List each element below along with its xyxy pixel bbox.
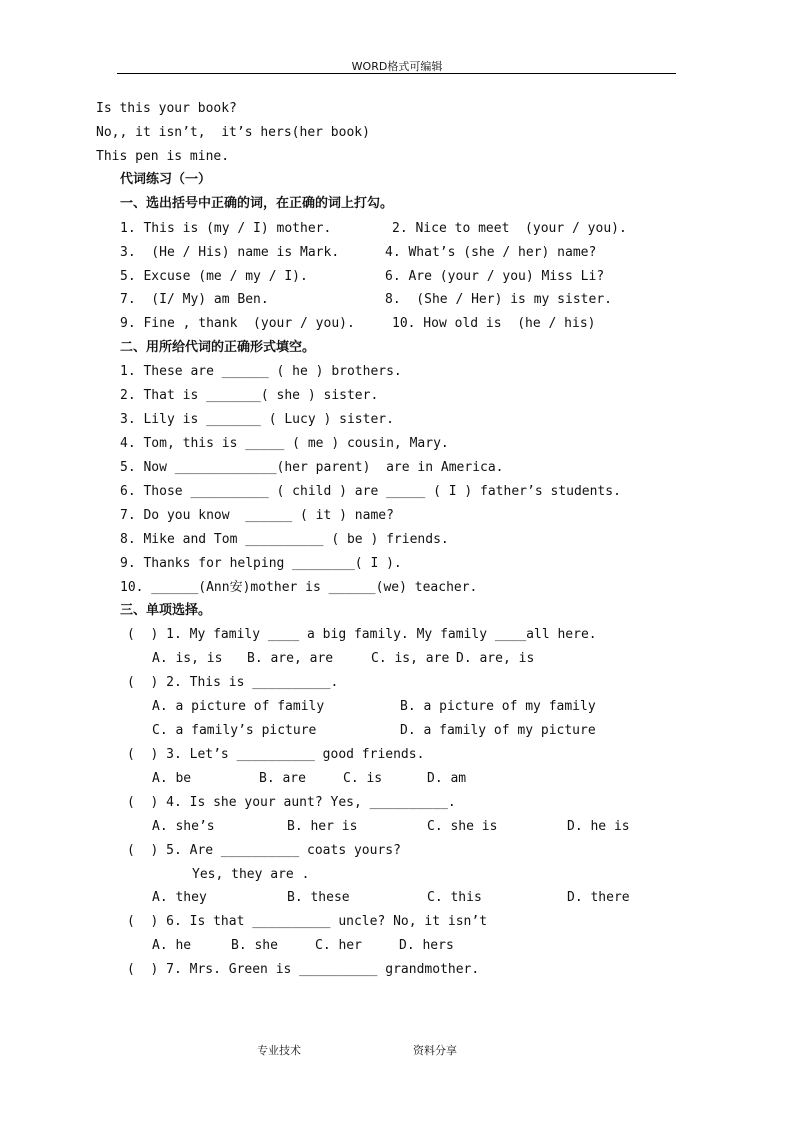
header-rule <box>117 73 676 74</box>
mc-option: C. is <box>343 771 383 786</box>
mc-option: A. they <box>152 890 207 905</box>
s1-item: 6. Are (your / you) Miss Li? <box>385 269 605 284</box>
mc-question: ( ) 3. Let’s __________ good friends. <box>127 747 425 762</box>
mc-question: ( ) 1. My family ____ a big family. My family ____all here. <box>127 627 597 642</box>
mc-subline: Yes, they are . <box>192 867 310 882</box>
s1-item: 5. Excuse (me / my / I). <box>120 269 308 284</box>
intro-line: Is this your book? <box>96 101 237 116</box>
mc-option: B. she <box>231 938 278 953</box>
mc-option: B. these <box>287 890 350 905</box>
mc-option: C. her <box>315 938 362 953</box>
s2-item: 10. ______(Ann安)mother is ______(we) teacher. <box>120 580 478 595</box>
section2-heading: 二、用所给代词的正确形式填空。 <box>120 340 316 355</box>
mc-option: C. she is <box>427 819 498 834</box>
s2-item: 8. Mike and Tom __________ ( be ) friends. <box>120 532 449 547</box>
footer-right: 资料分享 <box>413 1044 457 1057</box>
s2-item: 1. These are ______ ( he ) brothers. <box>120 364 402 379</box>
mc-option: A. a picture of family <box>152 699 325 714</box>
mc-option: C. is, are <box>371 651 450 666</box>
mc-option: D. hers <box>399 938 454 953</box>
mc-option: D. a family of my picture <box>400 723 596 738</box>
mc-option: D. are, is <box>456 651 535 666</box>
s2-item: 5. Now _____________(her parent) are in America. <box>120 460 504 475</box>
s1-item: 7. (I/ My) am Ben. <box>120 292 269 307</box>
mc-option: B. are <box>259 771 306 786</box>
mc-option: B. a picture of my family <box>400 699 596 714</box>
mc-option: C. this <box>427 890 482 905</box>
mc-option: A. is, is <box>152 651 223 666</box>
s1-item: 10. How old is (he / his) <box>392 316 596 331</box>
mc-option: B. are, are <box>247 651 334 666</box>
worksheet-title: 代词练习（一） <box>120 172 212 187</box>
section3-heading: 三、单项选择。 <box>120 603 212 618</box>
mc-option: A. she’s <box>152 819 215 834</box>
mc-option: D. am <box>427 771 467 786</box>
s2-item: 2. That is _______( she ) sister. <box>120 388 379 403</box>
section1-heading: 一、选出括号中正确的词，在正确的词上打勾。 <box>120 196 394 211</box>
s2-item: 4. Tom, this is _____ ( me ) cousin, Mary. <box>120 436 449 451</box>
mc-question: ( ) 7. Mrs. Green is __________ grandmother. <box>127 962 480 977</box>
mc-question: ( ) 4. Is she your aunt? Yes, __________. <box>127 795 456 810</box>
s1-item: 4. What’s (she / her) name? <box>385 245 597 260</box>
mc-option: D. there <box>567 890 630 905</box>
s1-item: 8. (She / Her) is my sister. <box>385 292 612 307</box>
s2-item: 9. Thanks for helping ________( I ). <box>120 556 402 571</box>
s2-item: 6. Those __________ ( child ) are _____ ( I ) father’s students. <box>120 484 621 499</box>
mc-option: A. he <box>152 938 192 953</box>
footer-left: 专业技术 <box>257 1044 301 1057</box>
intro-line: No,, it isn’t, it’s hers(her book) <box>96 125 370 140</box>
page-header: WORD格式可编辑 <box>351 60 443 73</box>
s2-item: 3. Lily is _______ ( Lucy ) sister. <box>120 412 394 427</box>
intro-line: This pen is mine. <box>96 149 230 164</box>
s2-item: 7. Do you know ______ ( it ) name? <box>120 508 394 523</box>
mc-question: ( ) 2. This is __________. <box>127 675 339 690</box>
mc-option: C. a family’s picture <box>152 723 317 738</box>
mc-option: B. her is <box>287 819 358 834</box>
mc-question: ( ) 5. Are __________ coats yours? <box>127 843 401 858</box>
s1-item: 1. This is (my / I) mother. <box>120 221 332 236</box>
mc-option: A. be <box>152 771 192 786</box>
mc-question: ( ) 6. Is that __________ uncle? No, it isn’t <box>127 914 488 929</box>
s1-item: 9. Fine , thank (your / you). <box>120 316 355 331</box>
s1-item: 2. Nice to meet (your / you). <box>392 221 627 236</box>
s1-item: 3. (He / His) name is Mark. <box>120 245 340 260</box>
mc-option: D. he is <box>567 819 630 834</box>
